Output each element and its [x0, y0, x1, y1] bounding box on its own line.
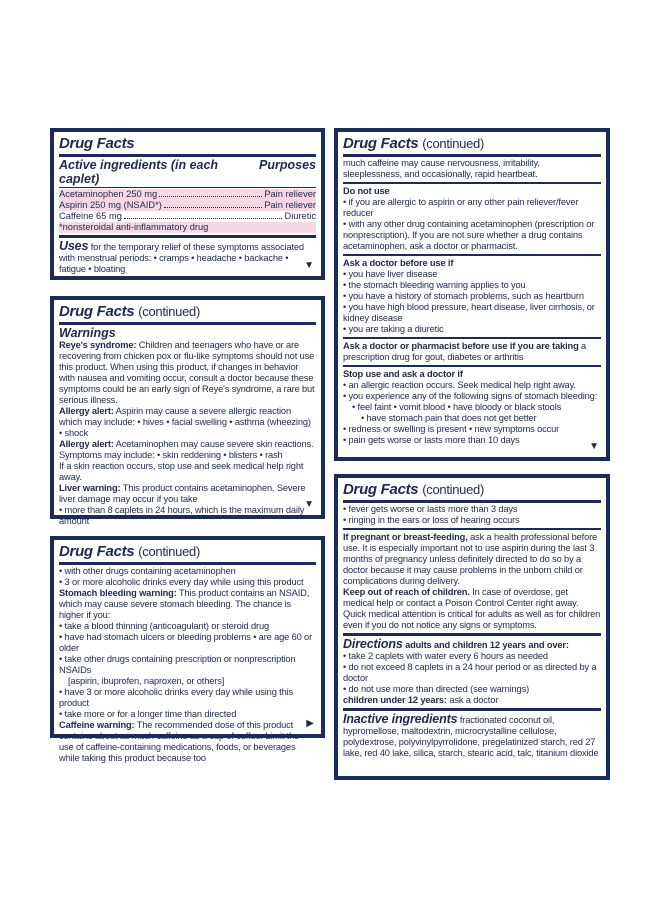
drug-facts-panel-3 — [50, 536, 325, 763]
continue-arrow-icon: ▼ — [589, 441, 599, 452]
list-item: • take a blood thinning (anticoagulant) or steroid drug — [59, 621, 270, 631]
ask-pharmacist-section: Ask a doctor or pharmacist before use if you are taking a prescription drug for gout, diabetes or arthritis — [343, 341, 587, 362]
aspirin-allergy-alert: Allergy alert: Aspirin may cause a severe allergic reaction which may include: • hives • facial swelling • asthma (wheezing) • shock — [59, 406, 311, 438]
caffeine-continued-text: much caffeine may cause nervousness, irritability, sleeplessness, and occasionally, rapid heartbeat. — [343, 158, 540, 179]
list-item: • with any other drug containing acetaminophen (prescription or nonprescription). If you are not sure whether a drug contains acetaminophen, ask a doctor or pharmacist. — [343, 219, 595, 251]
keep-out-of-reach: Keep out of reach of children. In case of overdose, get medical help or contact a Poison Control Center right away. Quick medical attention is critical for adults as well as for children even if you do not notice any signs or symptoms. — [343, 587, 601, 630]
continue-arrow-icon: ▶ — [306, 718, 314, 729]
panel-title: Drug Facts (continued) — [59, 303, 200, 320]
list-item: • pain gets worse or lasts more than 10 days — [343, 435, 520, 445]
ingredient-row: Caffeine 65 mg Diuretic — [59, 211, 316, 221]
list-item: • take 2 caplets with water every 6 hours as needed — [343, 651, 548, 661]
continue-arrow-icon: ▼ — [304, 499, 314, 510]
do-not-use-heading: Do not use — [343, 186, 390, 196]
list-item: • take other drugs containing prescription or nonprescription NSAIDs — [59, 654, 296, 675]
panel-title: Drug Facts — [59, 135, 135, 152]
list-item: • ringing in the ears or loss of hearing occurs — [343, 515, 520, 525]
list-item: • have 3 or more alcoholic drinks every day while using this product — [59, 687, 294, 708]
skin-reaction-text: If a skin reaction occurs, stop use and seek medical help right away. — [59, 461, 304, 482]
panel-title: Drug Facts (continued) — [343, 135, 484, 152]
list-item: • redness or swelling is present • new symptoms occur — [343, 424, 560, 434]
stop-use-heading: Stop use and ask a doctor if — [343, 369, 463, 379]
acetaminophen-allergy-alert: Allergy alert: Acetaminophen may cause severe skin reactions. Symptoms may include: • skin reddening • blisters • rash — [59, 439, 314, 460]
active-ingredients-heading: Active ingredients (in each caplet) — [59, 158, 219, 186]
liver-bullet: • more than 8 caplets in 24 hours, which is the maximum daily amount — [59, 505, 305, 526]
ask-doctor-heading: Ask a doctor before use if — [343, 258, 454, 268]
list-item: • you have high blood pressure, heart disease, liver cirrhosis, or kidney disease — [343, 302, 595, 323]
list-item: • take more or for a longer time than directed — [59, 709, 237, 719]
list-item: • you are taking a diuretic — [343, 324, 444, 334]
list-item: • do not exceed 8 caplets in a 24 hour period or as directed by a doctor — [343, 662, 597, 683]
stomach-bleeding-warning: Stomach bleeding warning: This product contains an NSAID, which may cause severe stomach bleeding. The chance is higher if you: — [59, 588, 310, 620]
list-item: • have had stomach ulcers or bleeding problems • are age 60 or older — [59, 632, 313, 653]
ingredient-row: Aspirin 250 mg (NSAID*) Pain reliever — [59, 200, 316, 210]
reyes-warning: Reye's syndrome: Children and teenagers who have or are recovering from chicken pox or flu-like symptoms should not use this product. When using this product, if changes in behavior with nausea and vomiting occur, consult a doctor because these symptoms could be an early sign of Reye's syndrome, a rare but serious illness. — [59, 340, 315, 405]
children-under-12: children under 12 years: ask a doctor — [343, 695, 499, 705]
drug-facts-panel-1 — [50, 128, 325, 280]
list-item: • fever gets worse or lasts more than 3 days — [343, 504, 518, 514]
drug-facts-panel-4 — [334, 128, 610, 461]
continue-arrow-icon: ▼ — [304, 260, 314, 271]
list-item: • you have liver disease — [343, 269, 438, 279]
list-item: • with other drugs containing acetaminophen — [59, 566, 236, 576]
purposes-heading: Purposes — [259, 158, 316, 172]
list-item: • if you are allergic to aspirin or any other pain reliever/fever reducer — [343, 197, 579, 218]
uses-section: Uses for the temporary relief of these symptoms associated with menstrual periods: • cramps • headache • backache • fatigue • bloating — [59, 239, 304, 274]
liver-warning: Liver warning: This product contains acetaminophen. Severe liver damage may occur if you take — [59, 483, 306, 504]
warnings-heading: Warnings — [59, 326, 116, 340]
list-item: • you experience any of the following signs of stomach bleeding: — [343, 391, 598, 401]
drug-facts-panel-2 — [50, 296, 325, 526]
list-item: • an allergic reaction occurs. Seek medical help right away. — [343, 380, 576, 390]
pregnancy-warning: If pregnant or breast-feeding, ask a health professional before use. It is especially important not to use aspirin during the last 3 months of pregnancy unless definitely directed to do so by a doctor because it may cause problems in the unborn child or complications during delivery. — [343, 532, 598, 586]
list-item: • have stomach pain that does not get better — [361, 413, 537, 423]
list-item: • the stomach bleeding warning applies to you — [343, 280, 526, 290]
inactive-ingredients: Inactive ingredients fractionated coconut oil, hypromellose, maltodextrin, microcrystalline cellulose, polydextrose, polyvinylpyrrolidone, pregelatinized starch, red 27 lake, red 40 lake, silica, starch, stearic acid, talc, titanium dioxide — [343, 712, 599, 758]
drug-facts-panel-5 — [334, 474, 610, 780]
ingredient-row: Acetaminophen 250 mg Pain reliever — [59, 189, 316, 199]
list-item: [aspirin, ibuprofen, naproxen, or others] — [68, 676, 225, 686]
panel-title: Drug Facts (continued) — [59, 543, 200, 560]
directions-heading: Directions adults and children 12 years and over: — [343, 637, 569, 651]
list-item: • you have a history of stomach problems, such as heartburn — [343, 291, 584, 301]
footnote: *nonsteroidal anti-inflammatory drug — [59, 222, 316, 233]
list-item: • 3 or more alcoholic drinks every day while using this product — [59, 577, 304, 587]
caffeine-warning: Caffeine warning: The recommended dose of this product contains about as much caffeine as a cup of coffee. Limit the use of caffeine-containing medications, foods, or beverages while taking this product because too — [59, 720, 300, 763]
list-item: • feel faint • vomit blood • have bloody or black stools — [352, 402, 562, 412]
list-item: • do not use more than directed (see warnings) — [343, 684, 530, 694]
panel-title: Drug Facts (continued) — [343, 481, 484, 498]
